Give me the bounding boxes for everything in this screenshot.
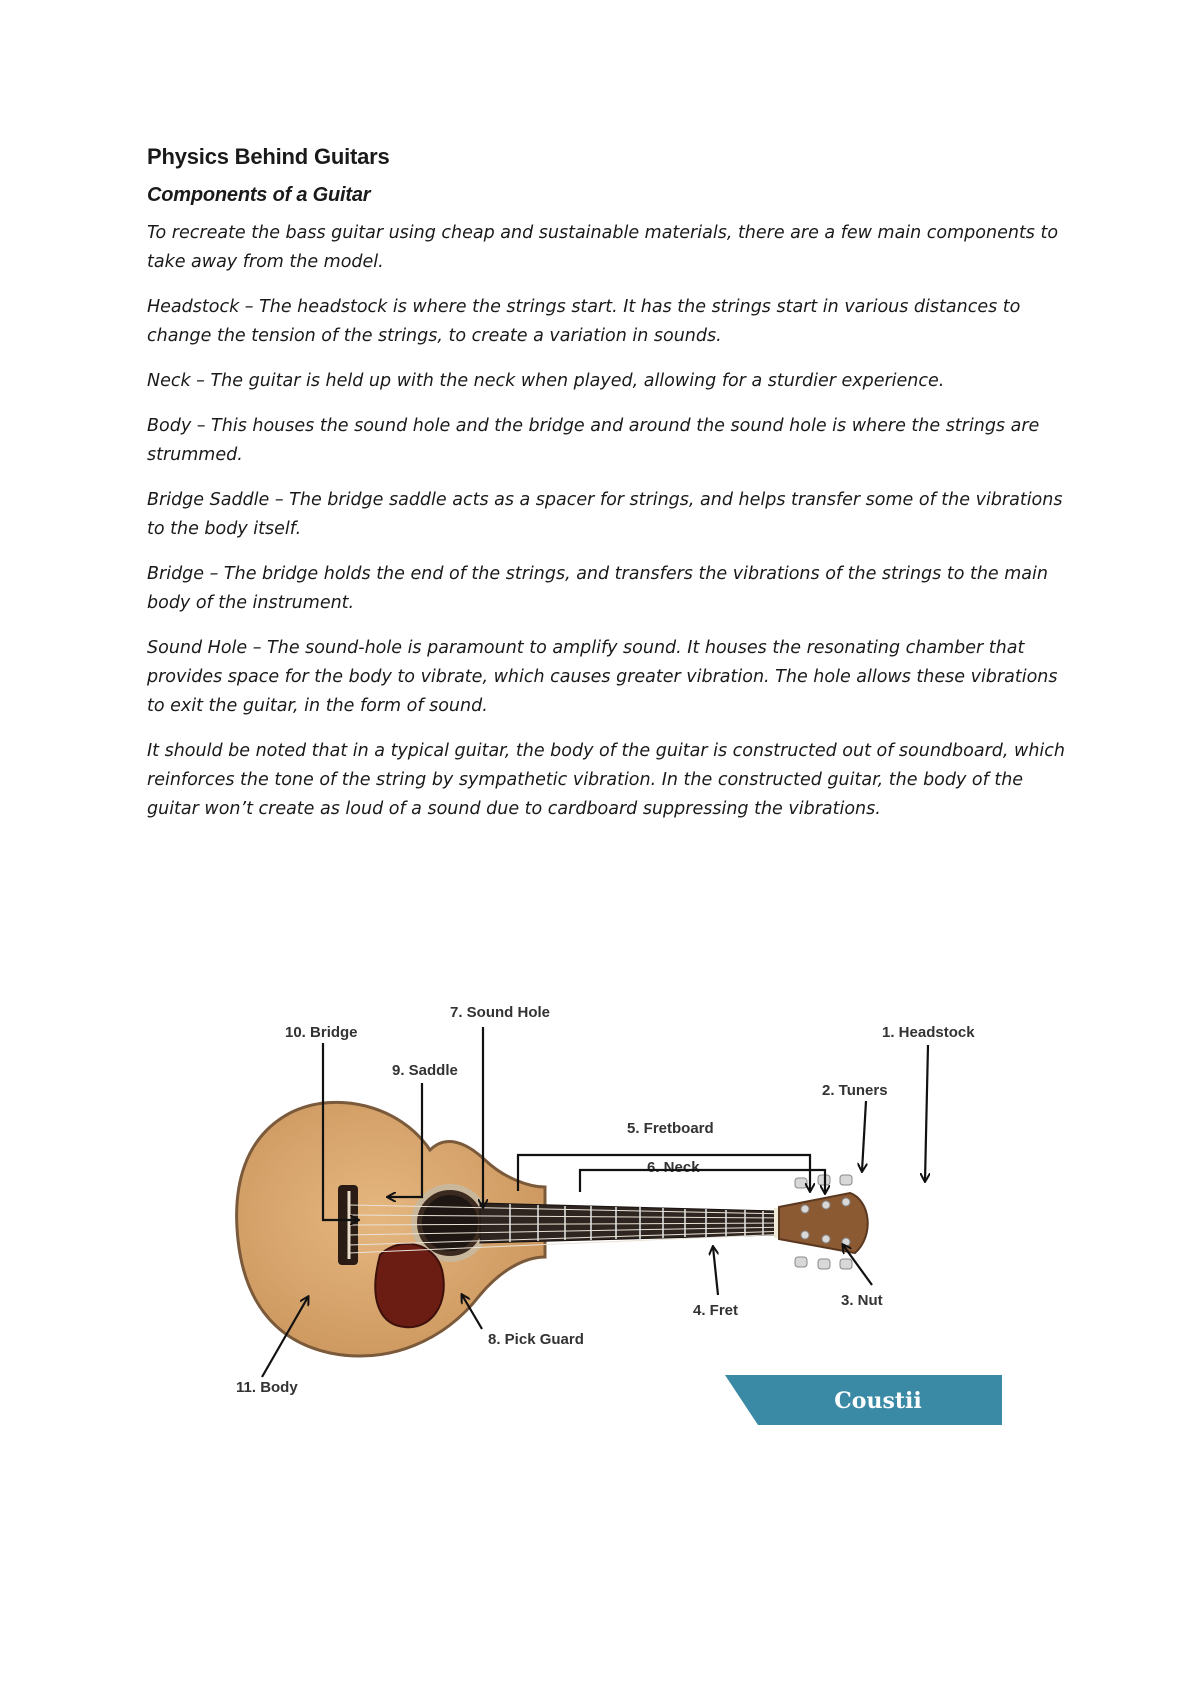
label-fretboard: 5. Fretboard [627,1120,714,1137]
paragraph-sound-hole: Sound Hole – The sound-hole is paramount to amplify sound. It houses the resonating chamber that provides space for the body to vibrate, which causes greater vibration. The hole allows these vibrations to exit the guitar, in the form of sound. [147,638,1058,716]
text-block [147,140,1067,840]
label-body: 11. Body [236,1379,298,1396]
label-fret: 4. Fret [693,1302,739,1319]
section-subtitle: Components of a Guitar [147,184,371,206]
label-sound-hole: 7. Sound Hole [450,1004,551,1021]
page-title: Physics Behind Guitars [147,144,390,169]
pick-guard [375,1244,443,1327]
paragraph-neck: Neck – The guitar is held up with the neck when played, allowing for a sturdier experience. [147,371,945,391]
label-pick-guard: 8. Pick Guard [488,1331,584,1348]
label-nut: 3. Nut [841,1292,883,1309]
label-tuners: 2. Tuners [822,1082,888,1099]
paragraph-headstock: Headstock – The headstock is where the strings start. It has the strings start in various distances to change the tension of the strings, to create a variation in sounds. [147,297,1021,346]
paragraph-bridge: Bridge – The bridge holds the end of the strings, and transfers the vibrations of the strings to the main body of the instrument. [147,564,1048,613]
guitar-diagram [230,995,1010,1455]
brand-logo-text: Coustii [834,1388,922,1414]
label-bridge: 10. Bridge [285,1024,358,1041]
label-headstock: 1. Headstock [882,1024,975,1041]
guitar-diagram-svg [230,995,1010,1455]
paragraph-note: It should be noted that in a typical guitar, the body of the guitar is constructed out of soundboard, which reinforces the tone of the string by sympathetic vibration. In the constructed guitar, the body of the guitar won’t create as loud of a sound due to cardboard suppressing the vibrations. [147,741,1065,819]
paragraph-body: Body – This houses the sound hole and the bridge and around the sound hole is where the strings are strummed. [147,416,1040,465]
label-saddle: 9. Saddle [392,1062,458,1079]
label-neck: 6. Neck [647,1159,700,1176]
paragraph-intro: To recreate the bass guitar using cheap and sustainable materials, there are a few main components to take away from the model. [147,223,1059,272]
paragraph-bridge-saddle: Bridge Saddle – The bridge saddle acts as a spacer for strings, and helps transfer some of the vibrations to the body itself. [147,490,1063,539]
